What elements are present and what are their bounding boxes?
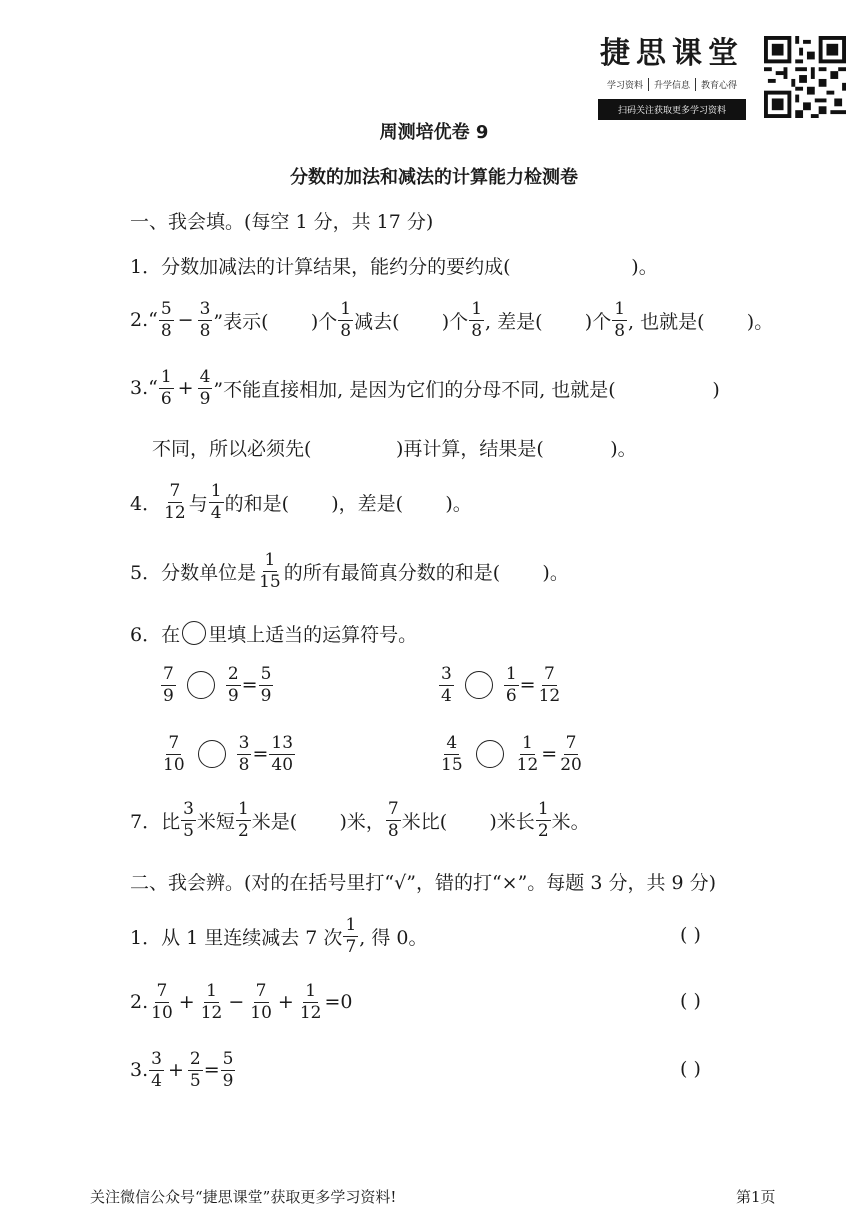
fraction: $\frac{13}{40}$ [271, 732, 294, 775]
question-1-4: 4． $\frac{7}{12}$ 与 $\frac{1}{4}$ 的和是( )，差是( )。 [130, 480, 472, 523]
fraction: $\frac{1}{4}$ [210, 480, 222, 523]
fraction: $\frac{2}{9}$ [227, 663, 239, 706]
fraction: $\frac{7}{10}$ [151, 980, 173, 1023]
answer-paren[interactable]: ( ) [680, 990, 701, 1012]
operator-circle[interactable] [198, 740, 226, 768]
fraction: $\frac{3}{5}$ [183, 798, 194, 841]
page-title: 周测培优卷 9 [379, 122, 489, 143]
question-2-3: 3. $\frac{3}{4}$ + $\frac{2}{5}$ = $\frac{5}{9}$ [130, 1048, 234, 1091]
fraction: $\frac{7}{20}$ [560, 732, 582, 775]
brand-box [598, 28, 746, 120]
answer-paren[interactable]: ( ) [680, 1058, 701, 1080]
q6-item-a: $\frac{7}{9}$ $\frac{2}{9}$ = $\frac{5}{9}$ [163, 663, 272, 706]
question-2-2: 2. $\frac{7}{10}$ + $\frac{1}{12}$ − $\frac{7}{10}$ + $\frac{1}{12}$ =0 [130, 980, 353, 1023]
fraction: $\frac{1}{8}$ [340, 298, 352, 341]
fraction: $\frac{1}{2}$ [237, 798, 249, 841]
question-1-5: 5．分数单位是 $\frac{1}{15}$ 的所有最简真分数的和是( )。 [130, 549, 569, 592]
brand-tag: 学习资料 [602, 78, 649, 91]
fraction: $\frac{1}{8}$ [614, 298, 626, 341]
question-1-2: 2.“ $\frac{5}{8}$ − $\frac{3}{8}$ ”表示( )个 $\frac{1}{8}$ 减去( )个 $\frac{1}{8}$ , 差是( )个 $\frac{1}{8}$ , 也就是( )。 [130, 298, 774, 341]
operator-circle[interactable] [465, 671, 493, 699]
fraction: $\frac{7}{9}$ [163, 663, 174, 706]
fraction: $\frac{4}{9}$ [199, 366, 211, 409]
q6-item-c: $\frac{7}{10}$ $\frac{3}{8}$ = $\frac{13}{40}$ [163, 732, 294, 775]
fraction: $\frac{3}{8}$ [238, 732, 250, 775]
fraction: $\frac{3}{4}$ [151, 1048, 162, 1091]
question-1-7: 7．比 $\frac{3}{5}$ 米短 $\frac{1}{2}$ 米是( )米， $\frac{7}{8}$ 米比( )米长 $\frac{1}{2}$ 米。 [130, 798, 590, 841]
section2-heading: 二、我会辨。(对的在括号里打“√”，错的打“×”。每题 3 分，共 9 分) [130, 872, 717, 894]
fraction: $\frac{7}{12}$ [164, 480, 186, 523]
answer-paren[interactable]: ( ) [680, 924, 701, 946]
fraction: $\frac{1}{7}$ [345, 914, 357, 957]
page-number: 第1页 [736, 1188, 776, 1206]
fraction: $\frac{1}{8}$ [471, 298, 483, 341]
operator-circle[interactable] [476, 740, 504, 768]
brand-title: 捷思课堂 [600, 36, 744, 71]
fraction: $\frac{7}{10}$ [163, 732, 185, 775]
fraction: $\frac{5}{8}$ [160, 298, 172, 341]
fraction: $\frac{1}{6}$ [505, 663, 517, 706]
q6-item-d: $\frac{4}{15}$ $\frac{1}{12}$ = $\frac{7}{20}$ [441, 732, 582, 775]
fraction: $\frac{1}{6}$ [160, 366, 172, 409]
fraction: $\frac{2}{5}$ [189, 1048, 201, 1091]
question-1-3: 3.“ $\frac{1}{6}$ + $\frac{4}{9}$ ”不能直接相加, 是因为它们的分母不同, 也就是( ) [130, 366, 720, 409]
fraction: $\frac{1}{12}$ [516, 732, 539, 775]
fraction: $\frac{1}{15}$ [259, 549, 281, 592]
fraction: $\frac{3}{4}$ [441, 663, 452, 706]
q6-item-b: $\frac{3}{4}$ $\frac{1}{6}$ = $\frac{7}{12}$ [441, 663, 561, 706]
question-1-3-line2: 不同，所以必须先( )再计算，结果是( )。 [152, 437, 637, 460]
circle-blank [182, 621, 206, 645]
fraction: $\frac{1}{12}$ [299, 980, 322, 1023]
question-1-6: 6．在 里填上适当的运算符号。 [130, 603, 417, 663]
brand-tag: 教育心得 [701, 81, 738, 91]
qr-code-icon [764, 36, 846, 118]
question-1-1: 1．分数加减法的计算结果，能约分的要约成( )。 [130, 255, 658, 278]
fraction: $\frac{7}{12}$ [538, 663, 561, 706]
fraction: $\frac{1}{12}$ [200, 980, 223, 1023]
fraction: $\frac{7}{10}$ [250, 980, 272, 1023]
brand-bar: 扫码关注获取更多学习资料 [598, 99, 746, 120]
fraction: $\frac{5}{9}$ [222, 1048, 234, 1091]
operator-circle[interactable] [187, 671, 215, 699]
brand-tags [598, 78, 746, 91]
question-2-1: 1．从 1 里连续减去 7 次 $\frac{1}{7}$ , 得 0。 [130, 914, 428, 957]
page-subtitle: 分数的加法和减法的计算能力检测卷 [290, 167, 578, 188]
section1-heading: 一、我会填。(每空 1 分，共 17 分) [130, 211, 434, 233]
fraction: $\frac{3}{8}$ [199, 298, 211, 341]
fraction: $\frac{5}{9}$ [260, 663, 272, 706]
fraction: $\frac{4}{15}$ [441, 732, 463, 775]
footer-note: 关注微信公众号“捷思课堂”获取更多学习资料! [90, 1188, 397, 1206]
fraction: $\frac{7}{8}$ [387, 798, 399, 841]
brand-tag: 升学信息 [649, 78, 696, 91]
fraction: $\frac{1}{2}$ [537, 798, 549, 841]
